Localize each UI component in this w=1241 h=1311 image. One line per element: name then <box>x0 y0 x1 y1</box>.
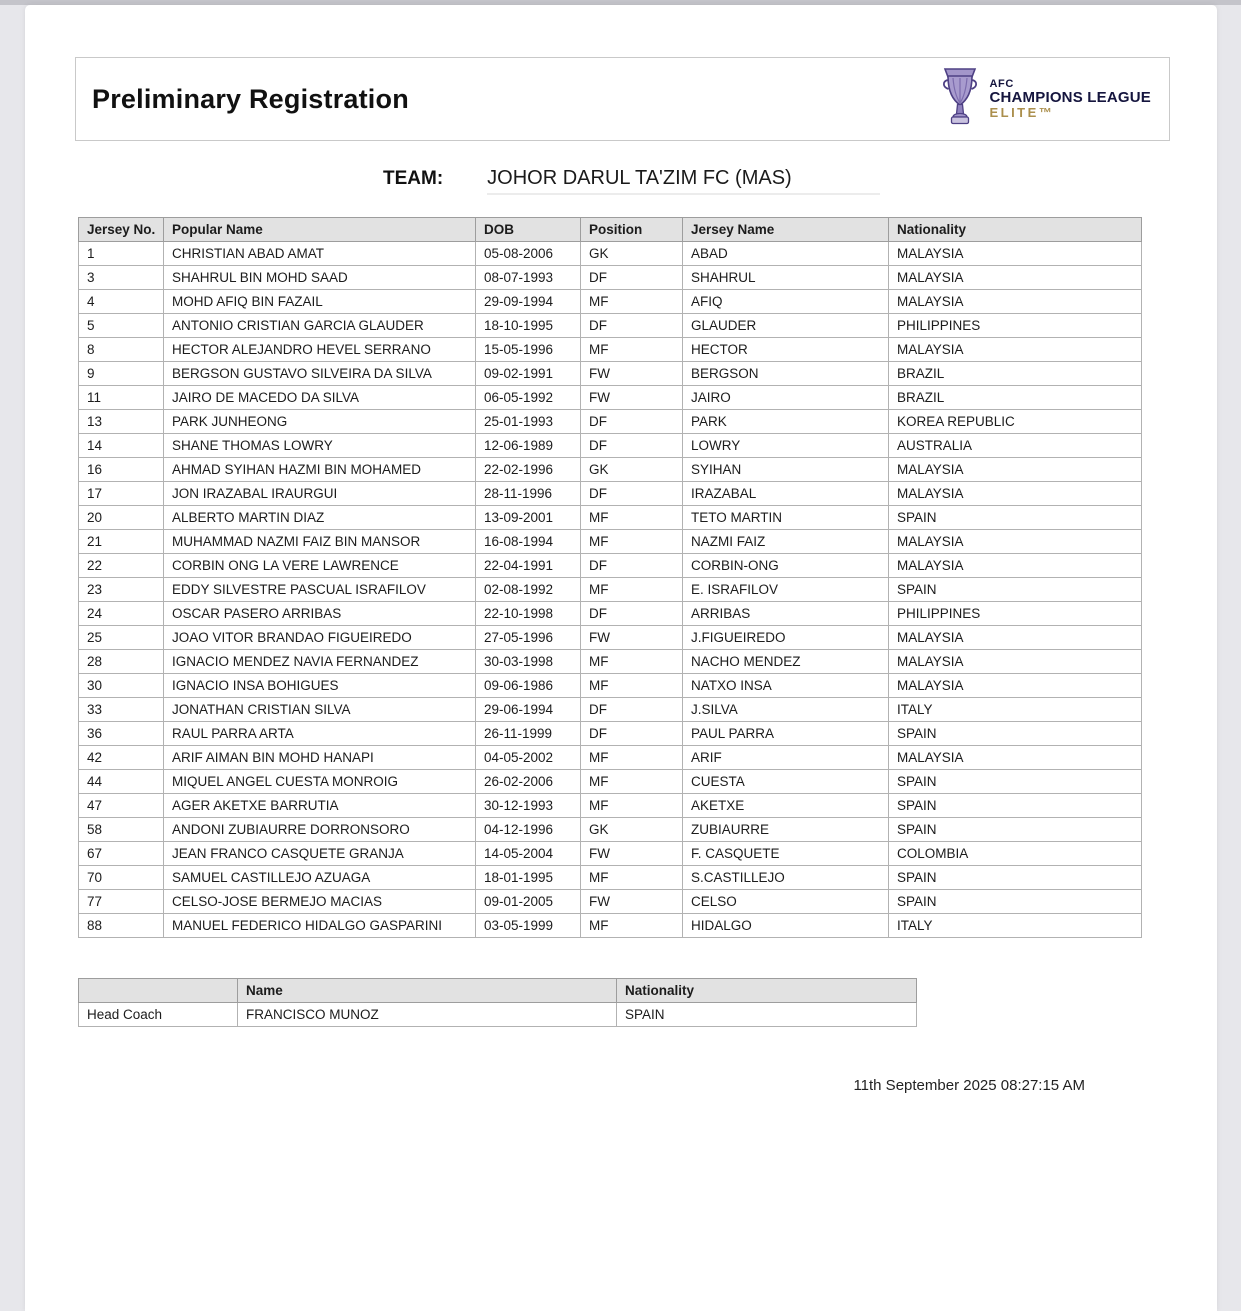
table-cell: BRAZIL <box>889 386 1142 410</box>
table-cell: PHILIPPINES <box>889 602 1142 626</box>
table-cell: CORBIN-ONG <box>683 554 889 578</box>
column-header <box>79 979 238 1003</box>
table-cell: GK <box>581 458 683 482</box>
table-cell: FW <box>581 362 683 386</box>
table-row <box>79 290 1142 314</box>
table-cell: 23 <box>79 578 164 602</box>
table-cell: 22-10-1998 <box>476 602 581 626</box>
officials-table <box>78 978 917 1027</box>
table-cell: COLOMBIA <box>889 842 1142 866</box>
table-row <box>79 578 1142 602</box>
table-row <box>79 626 1142 650</box>
table-cell: 28 <box>79 650 164 674</box>
table-cell: BERGSON <box>683 362 889 386</box>
table-cell: SHAHRUL <box>683 266 889 290</box>
team-line <box>383 167 1217 195</box>
table-cell: 25 <box>79 626 164 650</box>
table-cell: DF <box>581 266 683 290</box>
table-cell: S.CASTILLEJO <box>683 866 889 890</box>
table-cell: 36 <box>79 722 164 746</box>
table-cell: ITALY <box>889 914 1142 938</box>
table-cell: 44 <box>79 770 164 794</box>
table-cell: JAIRO DE MACEDO DA SILVA <box>164 386 476 410</box>
table-cell: 14 <box>79 434 164 458</box>
page-title: Preliminary Registration <box>92 83 409 114</box>
table-cell: MF <box>581 770 683 794</box>
table-cell: 42 <box>79 746 164 770</box>
table-cell: OSCAR PASERO ARRIBAS <box>164 602 476 626</box>
table-cell: 28-11-1996 <box>476 482 581 506</box>
table-cell: SHAHRUL BIN MOHD SAAD <box>164 266 476 290</box>
table-row <box>79 890 1142 914</box>
table-cell: 15-05-1996 <box>476 338 581 362</box>
table-cell: MALAYSIA <box>889 650 1142 674</box>
table-cell: 14-05-2004 <box>476 842 581 866</box>
table-cell: MF <box>581 650 683 674</box>
column-header: DOB <box>476 218 581 242</box>
table-row <box>79 746 1142 770</box>
table-cell: FW <box>581 626 683 650</box>
table-cell: BERGSON GUSTAVO SILVEIRA DA SILVA <box>164 362 476 386</box>
table-cell: 67 <box>79 842 164 866</box>
table-cell: 06-05-1992 <box>476 386 581 410</box>
table-cell: MALAYSIA <box>889 338 1142 362</box>
table-cell: 09-01-2005 <box>476 890 581 914</box>
table-cell: 1 <box>79 242 164 266</box>
table-cell: 9 <box>79 362 164 386</box>
table-cell: 09-06-1986 <box>476 674 581 698</box>
table-row <box>79 722 1142 746</box>
table-cell: AFIQ <box>683 290 889 314</box>
document-page <box>25 5 1217 1311</box>
logo-line-elite: ELITE™ <box>989 104 1055 120</box>
document-header <box>75 57 1170 141</box>
table-row <box>79 434 1142 458</box>
table-cell: MF <box>581 746 683 770</box>
table-cell: 3 <box>79 266 164 290</box>
table-cell: CELSO-JOSE BERMEJO MACIAS <box>164 890 476 914</box>
players-table-header-row <box>79 218 1142 242</box>
table-cell: 30-03-1998 <box>476 650 581 674</box>
table-row <box>79 242 1142 266</box>
table-cell: FW <box>581 842 683 866</box>
table-cell: MALAYSIA <box>889 554 1142 578</box>
table-row <box>79 362 1142 386</box>
table-cell: CORBIN ONG LA VERE LAWRENCE <box>164 554 476 578</box>
table-cell: LOWRY <box>683 434 889 458</box>
table-row <box>79 674 1142 698</box>
table-cell: 16-08-1994 <box>476 530 581 554</box>
column-header: Popular Name <box>164 218 476 242</box>
table-cell: SHANE THOMAS LOWRY <box>164 434 476 458</box>
table-cell: MF <box>581 290 683 314</box>
table-cell: MALAYSIA <box>889 626 1142 650</box>
table-cell: PHILIPPINES <box>889 314 1142 338</box>
table-cell: FW <box>581 890 683 914</box>
column-header: Position <box>581 218 683 242</box>
table-cell: ALBERTO MARTIN DIAZ <box>164 506 476 530</box>
table-cell: 77 <box>79 890 164 914</box>
table-cell: AGER AKETXE BARRUTIA <box>164 794 476 818</box>
table-row <box>79 266 1142 290</box>
table-cell: JONATHAN CRISTIAN SILVA <box>164 698 476 722</box>
table-cell: 22-02-1996 <box>476 458 581 482</box>
table-cell: 11 <box>79 386 164 410</box>
table-cell: 5 <box>79 314 164 338</box>
table-cell: KOREA REPUBLIC <box>889 410 1142 434</box>
afc-trophy-icon <box>940 66 980 133</box>
table-cell: DF <box>581 410 683 434</box>
logo-line-afc: AFC <box>989 77 1014 90</box>
table-cell: SPAIN <box>889 818 1142 842</box>
table-cell: MALAYSIA <box>889 290 1142 314</box>
table-cell: EDDY SILVESTRE PASCUAL ISRAFILOV <box>164 578 476 602</box>
table-cell: GK <box>581 818 683 842</box>
table-row <box>79 386 1142 410</box>
table-cell: MOHD AFIQ BIN FAZAIL <box>164 290 476 314</box>
table-row <box>79 602 1142 626</box>
table-cell: ANTONIO CRISTIAN GARCIA GLAUDER <box>164 314 476 338</box>
table-cell: MALAYSIA <box>889 674 1142 698</box>
table-cell: MALAYSIA <box>889 458 1142 482</box>
table-cell: RAUL PARRA ARTA <box>164 722 476 746</box>
table-cell: NATXO INSA <box>683 674 889 698</box>
table-cell: J.FIGUEIREDO <box>683 626 889 650</box>
table-cell: ARIF <box>683 746 889 770</box>
table-cell: GLAUDER <box>683 314 889 338</box>
table-row <box>79 554 1142 578</box>
table-cell: PARK <box>683 410 889 434</box>
table-row <box>79 818 1142 842</box>
table-row <box>79 794 1142 818</box>
table-cell: SPAIN <box>889 722 1142 746</box>
table-cell: DF <box>581 698 683 722</box>
logo-line-champions-league: CHAMPIONS LEAGUE <box>989 89 1151 107</box>
table-cell: BRAZIL <box>889 362 1142 386</box>
table-cell: 12-06-1989 <box>476 434 581 458</box>
table-cell: 16 <box>79 458 164 482</box>
table-cell: 05-08-2006 <box>476 242 581 266</box>
table-cell: IRAZABAL <box>683 482 889 506</box>
table-cell: 13 <box>79 410 164 434</box>
players-table <box>78 217 1142 938</box>
table-row <box>79 338 1142 362</box>
table-cell: ARIF AIMAN BIN MOHD HANAPI <box>164 746 476 770</box>
table-cell: SPAIN <box>889 866 1142 890</box>
column-header: Nationality <box>889 218 1142 242</box>
table-row <box>79 482 1142 506</box>
generated-timestamp: 11th September 2025 08:27:15 AM <box>853 1077 1085 1094</box>
table-cell: 02-08-1992 <box>476 578 581 602</box>
table-cell: 30-12-1993 <box>476 794 581 818</box>
table-cell: PARK JUNHEONG <box>164 410 476 434</box>
table-row <box>79 698 1142 722</box>
table-cell: SPAIN <box>889 890 1142 914</box>
table-cell: ABAD <box>683 242 889 266</box>
table-cell: MF <box>581 338 683 362</box>
table-cell: PAUL PARRA <box>683 722 889 746</box>
table-cell: 58 <box>79 818 164 842</box>
table-cell: J.SILVA <box>683 698 889 722</box>
table-cell: MF <box>581 914 683 938</box>
table-cell: ANDONI ZUBIAURRE DORRONSORO <box>164 818 476 842</box>
table-cell: SPAIN <box>889 506 1142 530</box>
table-cell: 17 <box>79 482 164 506</box>
table-cell: 70 <box>79 866 164 890</box>
table-cell: 09-02-1991 <box>476 362 581 386</box>
officials-table-header-row <box>79 979 917 1003</box>
table-cell: ARRIBAS <box>683 602 889 626</box>
logo-wordmark <box>989 79 1151 120</box>
table-cell: 13-09-2001 <box>476 506 581 530</box>
table-cell: SYIHAN <box>683 458 889 482</box>
team-name: JOHOR DARUL TA'ZIM FC (MAS) <box>487 167 880 195</box>
table-cell: DF <box>581 602 683 626</box>
table-cell: 88 <box>79 914 164 938</box>
table-cell: FW <box>581 386 683 410</box>
table-cell: HIDALGO <box>683 914 889 938</box>
table-row <box>79 314 1142 338</box>
table-cell: NAZMI FAIZ <box>683 530 889 554</box>
table-cell: AKETXE <box>683 794 889 818</box>
table-row <box>79 410 1142 434</box>
table-cell: SPAIN <box>889 578 1142 602</box>
table-cell: 03-05-1999 <box>476 914 581 938</box>
table-row <box>79 770 1142 794</box>
table-cell: MF <box>581 794 683 818</box>
table-cell: MALAYSIA <box>889 482 1142 506</box>
table-cell: MUHAMMAD NAZMI FAIZ BIN MANSOR <box>164 530 476 554</box>
table-cell: MF <box>581 530 683 554</box>
table-cell: HECTOR ALEJANDRO HEVEL SERRANO <box>164 338 476 362</box>
table-cell: 22 <box>79 554 164 578</box>
table-cell: DF <box>581 722 683 746</box>
table-cell: MF <box>581 506 683 530</box>
table-cell: JON IRAZABAL IRAURGUI <box>164 482 476 506</box>
table-cell: SPAIN <box>617 1003 917 1027</box>
table-cell: GK <box>581 242 683 266</box>
table-cell: TETO MARTIN <box>683 506 889 530</box>
table-cell: Head Coach <box>79 1003 238 1027</box>
table-cell: E. ISRAFILOV <box>683 578 889 602</box>
table-cell: 26-02-2006 <box>476 770 581 794</box>
table-cell: MF <box>581 866 683 890</box>
table-cell: 20 <box>79 506 164 530</box>
table-cell: 04-12-1996 <box>476 818 581 842</box>
table-cell: NACHO MENDEZ <box>683 650 889 674</box>
table-cell: MF <box>581 578 683 602</box>
table-row <box>79 650 1142 674</box>
table-cell: DF <box>581 554 683 578</box>
table-cell: 47 <box>79 794 164 818</box>
table-cell: MALAYSIA <box>889 242 1142 266</box>
table-cell: IGNACIO MENDEZ NAVIA FERNANDEZ <box>164 650 476 674</box>
table-cell: 8 <box>79 338 164 362</box>
table-row <box>79 1003 917 1027</box>
table-cell: ITALY <box>889 698 1142 722</box>
team-label: TEAM: <box>383 168 444 189</box>
table-cell: 27-05-1996 <box>476 626 581 650</box>
table-cell: MALAYSIA <box>889 266 1142 290</box>
table-row <box>79 866 1142 890</box>
table-cell: AHMAD SYIHAN HAZMI BIN MOHAMED <box>164 458 476 482</box>
table-cell: SAMUEL CASTILLEJO AZUAGA <box>164 866 476 890</box>
table-cell: DF <box>581 434 683 458</box>
table-cell: 29-06-1994 <box>476 698 581 722</box>
table-row <box>79 914 1142 938</box>
afc-champions-league-elite-logo <box>940 66 1153 133</box>
table-cell: HECTOR <box>683 338 889 362</box>
table-cell: DF <box>581 314 683 338</box>
table-cell: CELSO <box>683 890 889 914</box>
table-cell: MANUEL FEDERICO HIDALGO GASPARINI <box>164 914 476 938</box>
table-cell: 33 <box>79 698 164 722</box>
table-cell: JOAO VITOR BRANDAO FIGUEIREDO <box>164 626 476 650</box>
table-cell: 22-04-1991 <box>476 554 581 578</box>
column-header: Nationality <box>617 979 917 1003</box>
table-cell: SPAIN <box>889 794 1142 818</box>
table-cell: ZUBIAURRE <box>683 818 889 842</box>
table-cell: JAIRO <box>683 386 889 410</box>
table-cell: 24 <box>79 602 164 626</box>
table-cell: DF <box>581 482 683 506</box>
table-cell: 04-05-2002 <box>476 746 581 770</box>
table-row <box>79 842 1142 866</box>
table-cell: MF <box>581 674 683 698</box>
table-cell: 18-10-1995 <box>476 314 581 338</box>
table-cell: 4 <box>79 290 164 314</box>
table-row <box>79 506 1142 530</box>
column-header: Name <box>238 979 617 1003</box>
table-cell: CHRISTIAN ABAD AMAT <box>164 242 476 266</box>
table-cell: CUESTA <box>683 770 889 794</box>
table-cell: 29-09-1994 <box>476 290 581 314</box>
table-cell: IGNACIO INSA BOHIGUES <box>164 674 476 698</box>
table-cell: JEAN FRANCO CASQUETE GRANJA <box>164 842 476 866</box>
table-row <box>79 530 1142 554</box>
table-cell: 08-07-1993 <box>476 266 581 290</box>
table-cell: AUSTRALIA <box>889 434 1142 458</box>
table-cell: 18-01-1995 <box>476 866 581 890</box>
table-cell: FRANCISCO MUNOZ <box>238 1003 617 1027</box>
column-header: Jersey No. <box>79 218 164 242</box>
table-cell: MALAYSIA <box>889 530 1142 554</box>
table-cell: 26-11-1999 <box>476 722 581 746</box>
table-cell: F. CASQUETE <box>683 842 889 866</box>
table-cell: MALAYSIA <box>889 746 1142 770</box>
table-cell: 25-01-1993 <box>476 410 581 434</box>
table-cell: SPAIN <box>889 770 1142 794</box>
table-cell: MIQUEL ANGEL CUESTA MONROIG <box>164 770 476 794</box>
table-row <box>79 458 1142 482</box>
table-cell: 30 <box>79 674 164 698</box>
column-header: Jersey Name <box>683 218 889 242</box>
table-cell: 21 <box>79 530 164 554</box>
